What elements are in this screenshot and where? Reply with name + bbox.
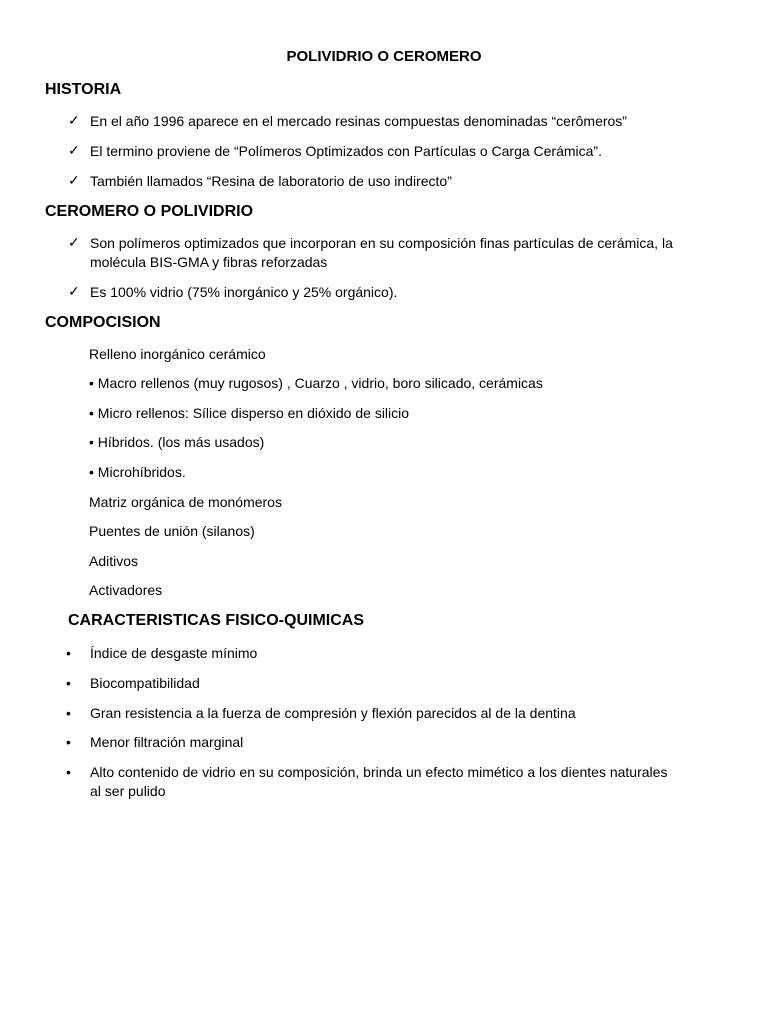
bullet-icon: • <box>66 675 71 691</box>
list-item-line: Alto contenido de vidrio en su composición, brinda un efecto mimético a los dientes naturales <box>90 764 668 780</box>
list-item: Biocompatibilidad <box>90 675 200 691</box>
composition-line: Puentes de unión (silanos) <box>89 523 255 539</box>
list-item: En el año 1996 aparece en el mercado resinas compuestas denominadas “cerômeros” <box>90 113 627 129</box>
checkmark-icon: ✓ <box>68 172 80 188</box>
composition-line: • Microhíbridos. <box>89 464 186 480</box>
list-item-line: molécula BIS-GMA y fibras reforzadas <box>90 254 328 270</box>
page-title: POLIVIDRIO O CEROMERO <box>286 48 482 65</box>
composition-line: Activadores <box>89 582 163 598</box>
section-heading-composicion: COMPOCISION <box>45 314 161 331</box>
bullet-icon: • <box>66 705 71 721</box>
bullet-icon: • <box>66 764 71 780</box>
section-heading-historia: HISTORIA <box>45 81 122 98</box>
composition-line: • Híbridos. (los más usados) <box>89 434 265 450</box>
list-item: Menor filtración marginal <box>90 734 244 750</box>
list-item-line: al ser pulido <box>90 783 166 799</box>
checkmark-icon: ✓ <box>68 142 80 158</box>
checkmark-icon: ✓ <box>68 112 80 128</box>
bullet-icon: • <box>66 645 71 661</box>
composition-line: Matriz orgánica de monómeros <box>89 494 282 510</box>
checkmark-icon: ✓ <box>68 234 80 250</box>
section-heading-ceromero: CEROMERO O POLIVIDRIO <box>45 203 254 220</box>
checkmark-icon: ✓ <box>68 283 80 299</box>
list-item-line: Son polímeros optimizados que incorporan en su composición finas partículas de cerámica, la <box>90 235 673 251</box>
list-item: Es 100% vidrio (75% inorgánico y 25% orgánico). <box>90 284 398 300</box>
section-heading-caracteristicas: CARACTERISTICAS FISICO-QUIMICAS <box>68 612 364 629</box>
composition-line: Relleno inorgánico cerámico <box>89 346 266 362</box>
list-item: El termino proviene de “Polímeros Optimizados con Partículas o Carga Cerámica”. <box>90 143 602 159</box>
composition-line: • Macro rellenos (muy rugosos) , Cuarzo , vidrio, boro silicado, cerámicas <box>89 375 543 391</box>
list-item: Gran resistencia a la fuerza de compresión y flexión parecidos al de la dentina <box>90 705 576 721</box>
bullet-icon: • <box>66 734 71 750</box>
composition-line: • Micro rellenos: Sílice disperso en dióxido de silicio <box>89 405 410 421</box>
list-item: También llamados “Resina de laboratorio de uso indirecto” <box>90 173 452 189</box>
list-item: Índice de desgaste mínimo <box>90 645 258 661</box>
composition-line: Aditivos <box>89 553 139 569</box>
